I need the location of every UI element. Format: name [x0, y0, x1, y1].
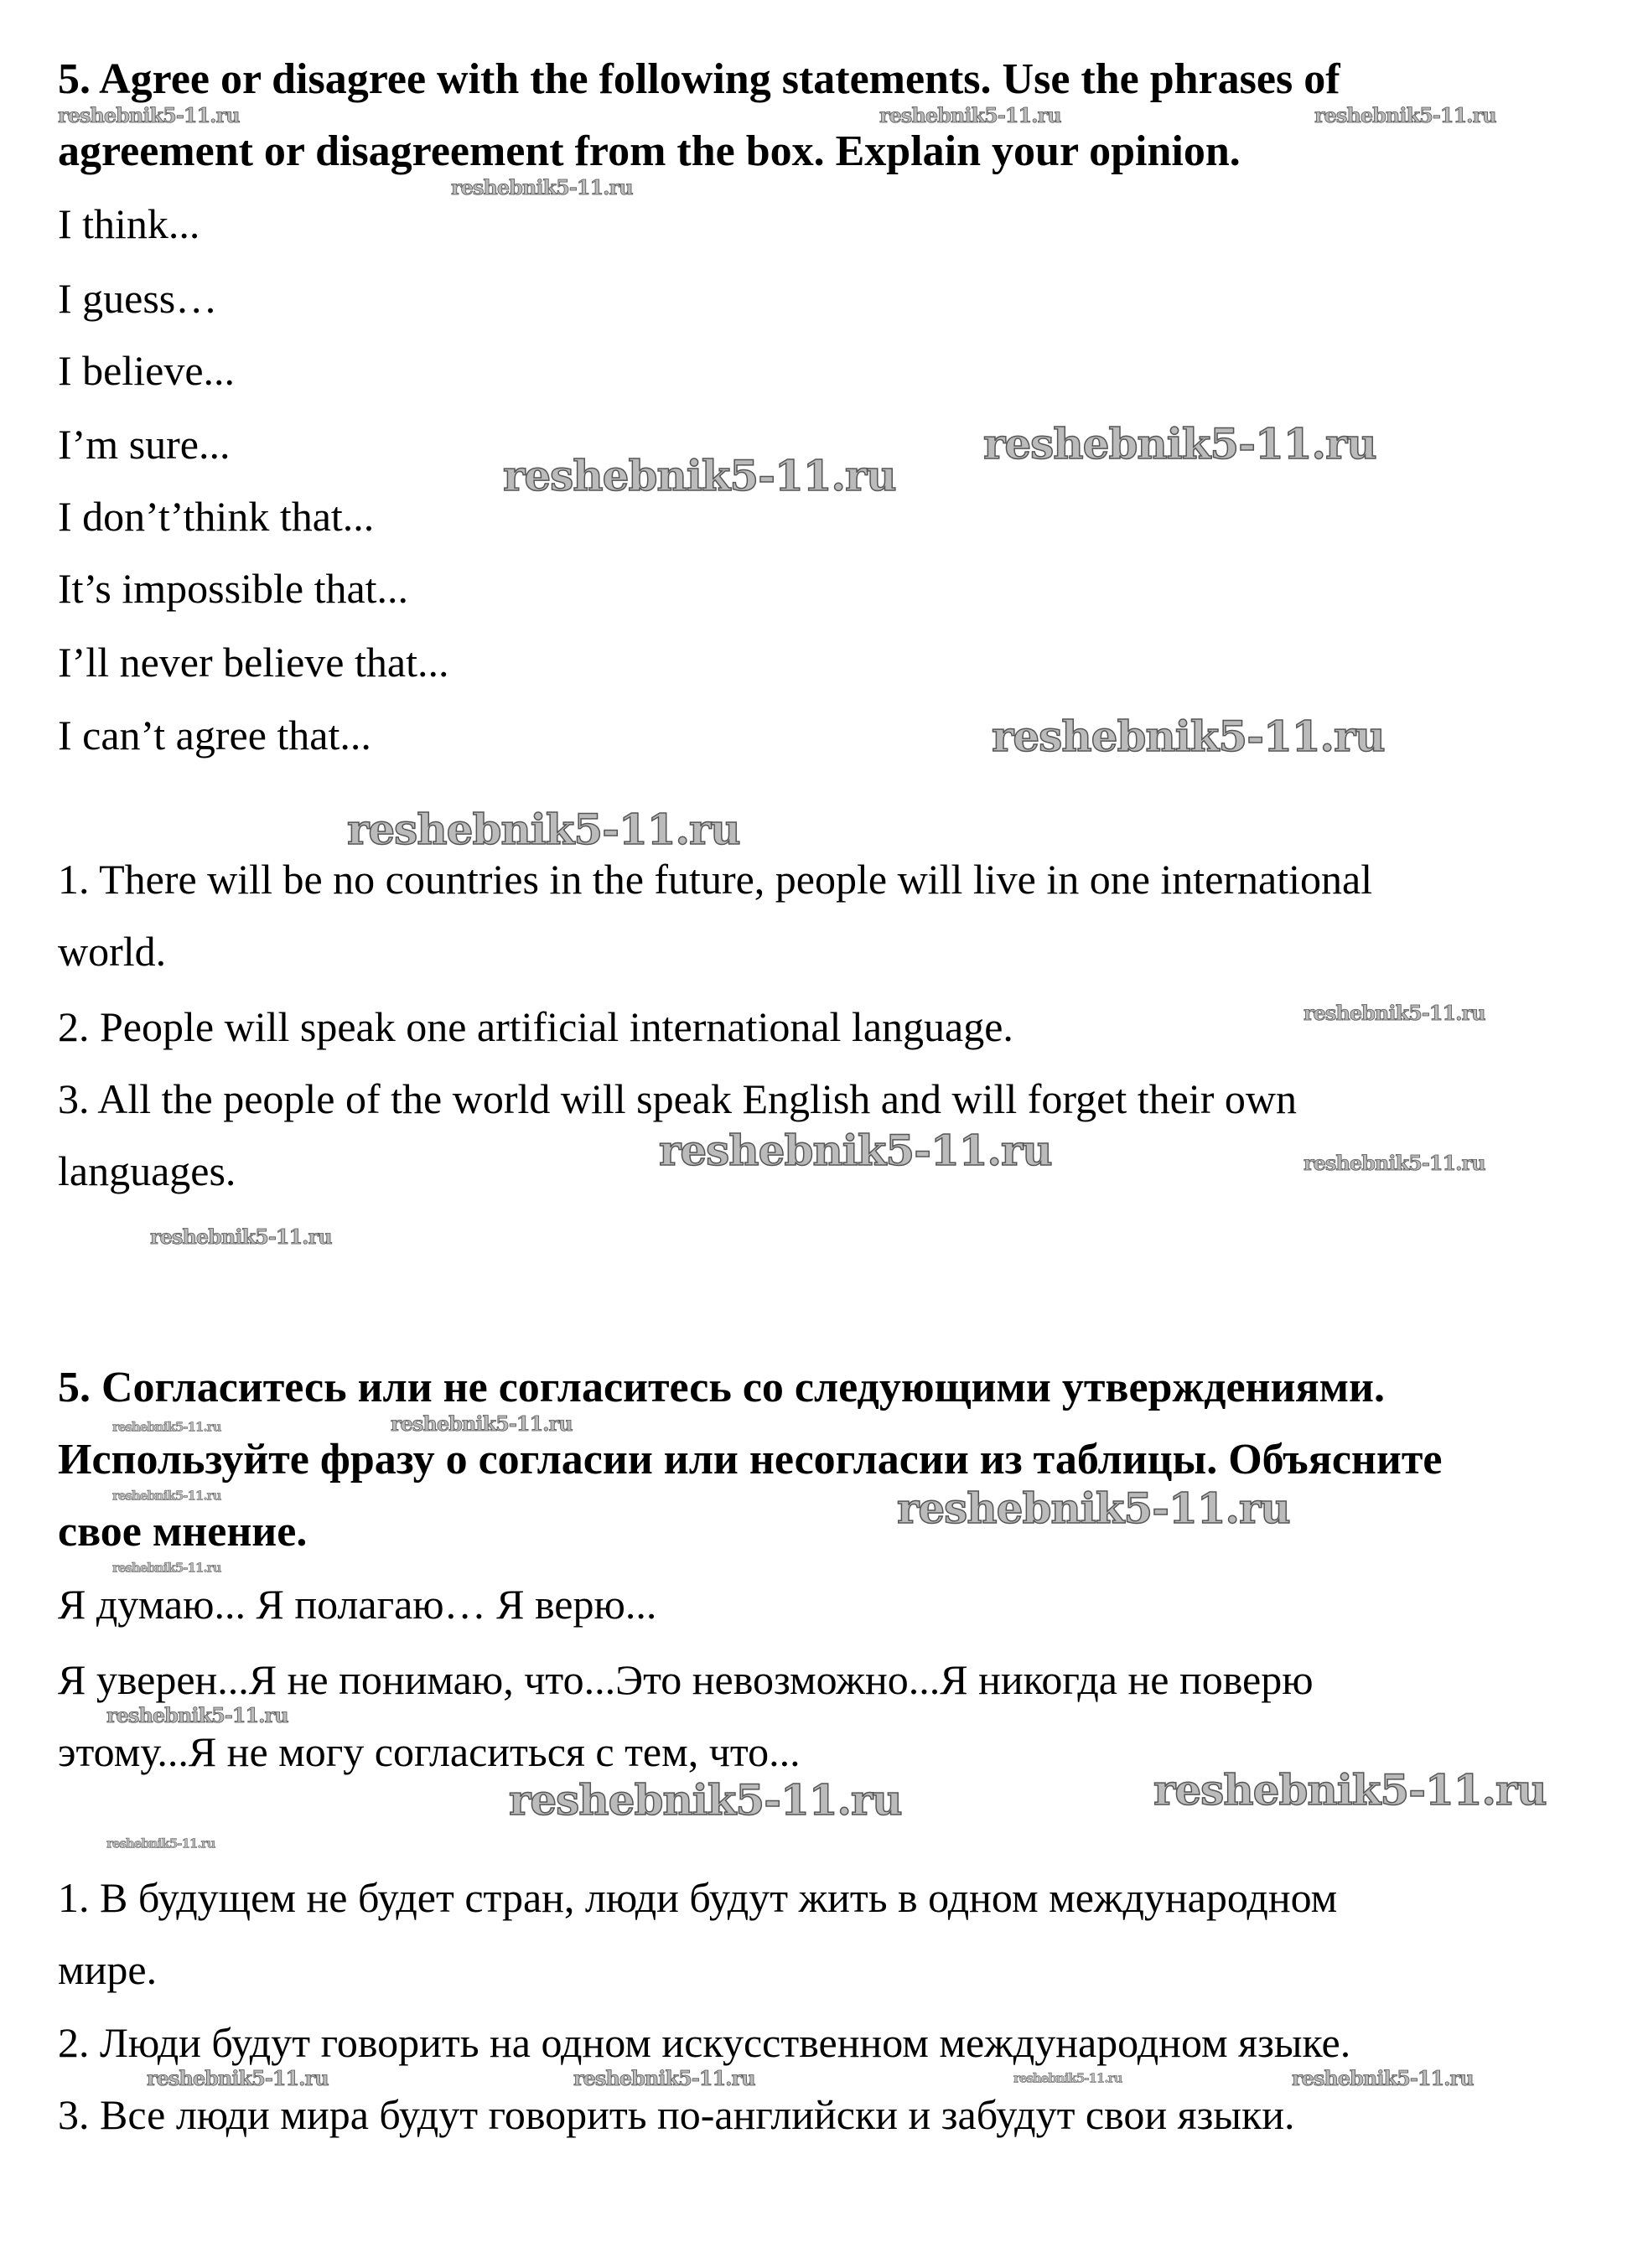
- watermark: reshebnik5-11.ru: [983, 419, 1376, 469]
- watermark: reshebnik5-11.ru: [1314, 103, 1496, 127]
- statement-line: world.: [58, 928, 167, 975]
- watermark: reshebnik5-11.ru: [112, 1488, 221, 1504]
- phrase-line: Я уверен...Я не понимаю, что...Это невозможно...Я никогда не поверю: [58, 1656, 1314, 1703]
- phrase: I don’t’think that...: [58, 493, 375, 540]
- watermark: reshebnik5-11.ru: [58, 103, 240, 127]
- watermark: reshebnik5-11.ru: [106, 1703, 288, 1727]
- watermark: reshebnik5-11.ru: [1304, 1151, 1485, 1175]
- phrase: I’ll never believe that...: [58, 639, 449, 686]
- statement-line: 1. В будущем не будет стран, люди будут жить в одном международном: [58, 1874, 1338, 1921]
- phrase-line: этому...Я не могу согласиться с тем, что...: [58, 1728, 801, 1775]
- heading-line: 5. Agree or disagree with the following statements. Use the phrases of: [58, 55, 1340, 103]
- statement-line: 3. All the people of the world will speak English and will forget their own: [58, 1075, 1297, 1122]
- watermark: reshebnik5-11.ru: [659, 1126, 1052, 1175]
- heading-line: свое мнение.: [58, 1508, 308, 1556]
- heading-line: 5. Согласитесь или не согласитесь со следующими утверждениями.: [58, 1364, 1385, 1411]
- phrase: I guess…: [58, 275, 218, 322]
- watermark: reshebnik5-11.ru: [509, 1775, 902, 1825]
- watermark: reshebnik5-11.ru: [347, 805, 740, 854]
- watermark: reshebnik5-11.ru: [573, 2066, 755, 2090]
- statement-line: 1. There will be no countries in the future, people will live in one international: [58, 856, 1373, 903]
- phrase: I’m sure...: [58, 421, 231, 468]
- statement-line: languages.: [58, 1147, 236, 1194]
- watermark: reshebnik5-11.ru: [897, 1484, 1290, 1533]
- heading-line: agreement or disagreement from the box. Explain your opinion.: [58, 127, 1241, 175]
- phrase: I can’t agree that...: [58, 712, 371, 759]
- watermark: reshebnik5-11.ru: [1013, 2070, 1122, 2086]
- phrase: It’s impossible that...: [58, 565, 409, 612]
- watermark: reshebnik5-11.ru: [147, 2066, 329, 2090]
- watermark: reshebnik5-11.ru: [992, 712, 1385, 761]
- phrase: I think...: [58, 200, 200, 247]
- watermark: reshebnik5-11.ru: [879, 103, 1061, 127]
- statement-line: 2. Люди будут говорить на одном искусственном международном языке.: [58, 2019, 1351, 2066]
- watermark: reshebnik5-11.ru: [112, 1419, 221, 1435]
- phrase: I believe...: [58, 347, 236, 394]
- heading-line: Используйте фразу о согласии или несогласии из таблицы. Объясните: [58, 1436, 1443, 1484]
- watermark: reshebnik5-11.ru: [106, 1836, 215, 1851]
- watermark: reshebnik5-11.ru: [1292, 2066, 1474, 2090]
- watermark: reshebnik5-11.ru: [150, 1225, 332, 1249]
- statement-line: 2. People will speak one artificial international language.: [58, 1003, 1013, 1050]
- watermark: reshebnik5-11.ru: [1304, 1001, 1485, 1025]
- watermark: reshebnik5-11.ru: [503, 451, 896, 500]
- phrase-line: Я думаю... Я полагаю… Я верю...: [58, 1581, 657, 1628]
- watermark: reshebnik5-11.ru: [1153, 1765, 1547, 1815]
- watermark: reshebnik5-11.ru: [112, 1560, 221, 1576]
- watermark: reshebnik5-11.ru: [391, 1411, 573, 1436]
- statement-line: мире.: [58, 1946, 158, 1993]
- watermark: reshebnik5-11.ru: [451, 175, 633, 199]
- statement-line: 3. Все люди мира будут говорить по-английски и забудут свои языки.: [58, 2091, 1295, 2138]
